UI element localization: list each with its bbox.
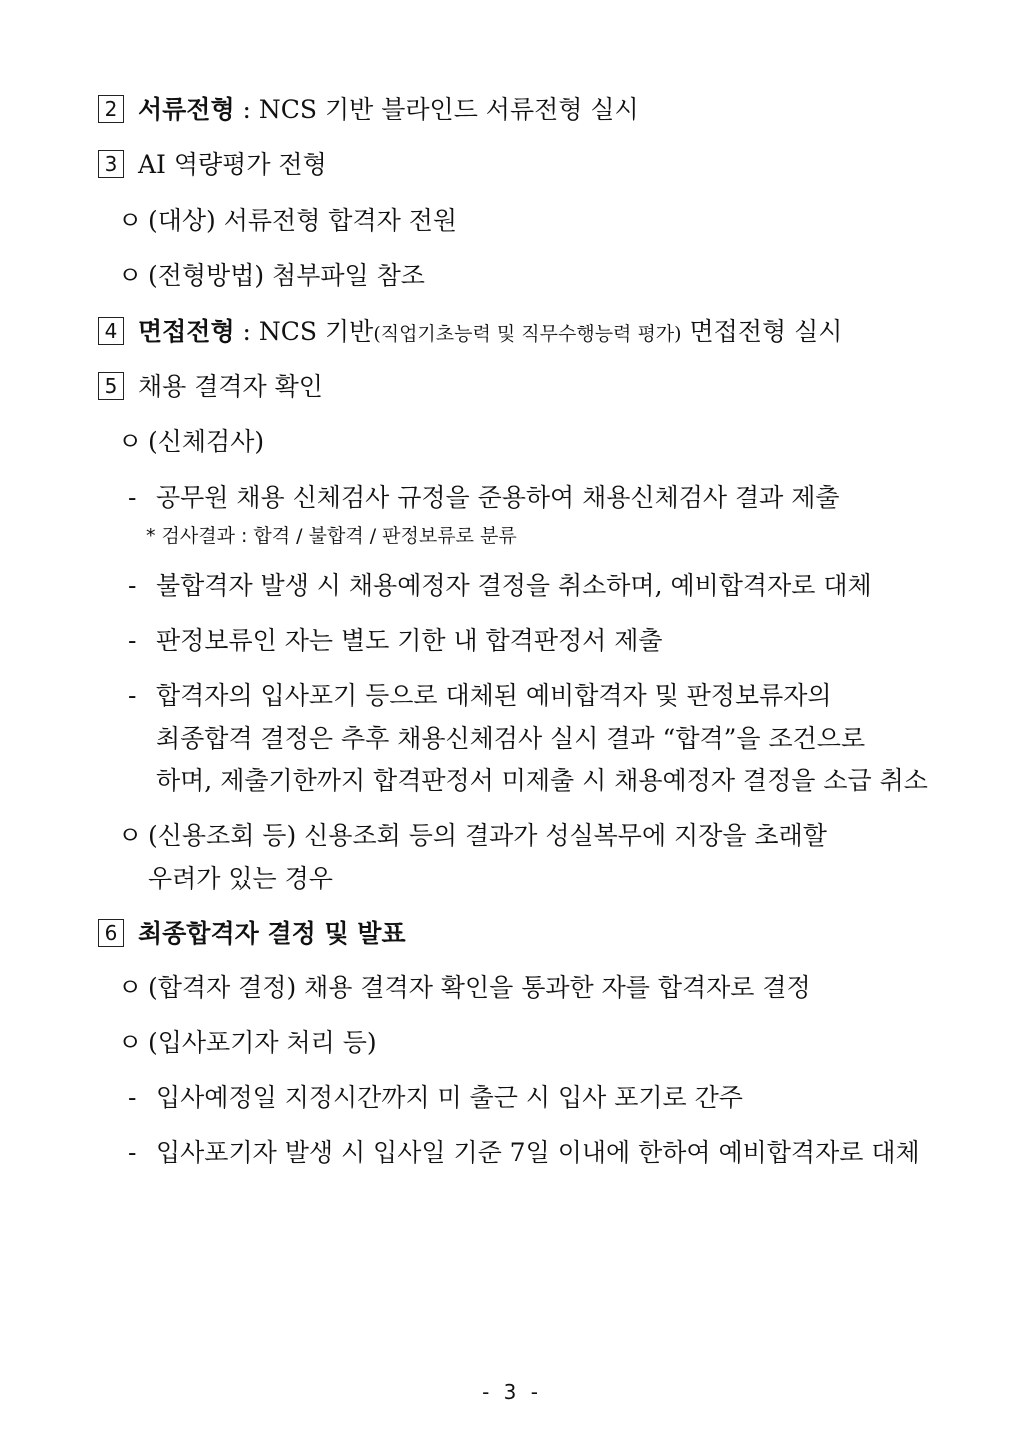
- bullet-marker: ㅇ: [118, 206, 143, 235]
- bullet-text-line: (신용조회 등) 신용조회 등의 결과가 성실복무에 지장을 초래할: [148, 821, 827, 850]
- dash-text: 입사예정일 지정시간까지 미 출근 시 입사 포기로 간주: [156, 1083, 743, 1112]
- bullet-item: [118, 970, 811, 1006]
- section-title: 서류전형: [138, 95, 235, 124]
- note-text: * 검사결과 : 합격 / 불합격 / 판정보류로 분류: [146, 525, 517, 547]
- bullet-marker: ㅇ: [118, 427, 143, 456]
- bullet-item: [118, 258, 425, 294]
- page-number: - 3 -: [482, 1380, 542, 1404]
- bullet-text-line: 우려가 있는 경우: [148, 864, 333, 893]
- dash-text: 입사포기자 발생 시 입사일 기준 7일 이내에 한하여 예비합격자로 대체: [156, 1138, 920, 1167]
- section-text-small: (직업기초능력 및 직무수행능력 평가): [373, 323, 682, 345]
- bullet-item: [118, 1025, 377, 1061]
- dash-marker: -: [128, 626, 137, 655]
- section-title: AI 역량평가 전형: [138, 150, 327, 179]
- bullet-marker: ㅇ: [118, 1028, 143, 1057]
- section-title: 최종합격자 결정 및 발표: [138, 919, 406, 948]
- section-title: 면접전형: [138, 317, 235, 346]
- dash-marker: -: [128, 681, 137, 710]
- dash-item: [128, 1135, 920, 1171]
- dash-marker: -: [128, 1083, 137, 1112]
- dash-text: 공무원 채용 신체검사 규정을 준용하여 채용신체검사 결과 제출: [156, 483, 840, 512]
- dash-text: 판정보류인 자는 별도 기한 내 합격판정서 제출: [156, 626, 663, 655]
- dash-marker: -: [128, 1138, 137, 1167]
- dash-item: [128, 678, 832, 714]
- section-2-heading: [98, 92, 639, 128]
- dash-item: [128, 480, 840, 516]
- section-number-box: 6: [98, 919, 124, 947]
- section-number-box: 2: [98, 95, 124, 123]
- dash-marker: -: [128, 483, 137, 512]
- bullet-item: [118, 818, 827, 854]
- section-title: 채용 결격자 확인: [138, 372, 323, 401]
- section-text: : NCS 기반 블라인드 서류전형 실시: [234, 95, 639, 124]
- bullet-text: (신체검사): [148, 427, 265, 456]
- dash-item: [128, 1080, 743, 1116]
- section-number-box: 5: [98, 372, 124, 400]
- bullet-marker: ㅇ: [118, 973, 143, 1002]
- bullet-item: [118, 203, 457, 239]
- dash-text: 불합격자 발생 시 채용예정자 결정을 취소하며, 예비합격자로 대체: [156, 571, 872, 600]
- section-number-box: 3: [98, 150, 124, 178]
- bullet-marker: ㅇ: [118, 261, 143, 290]
- section-6-heading: [98, 916, 406, 952]
- section-text: 면접전형 실시: [681, 317, 843, 346]
- bullet-marker: ㅇ: [118, 821, 143, 850]
- section-text: : NCS 기반: [234, 317, 374, 346]
- dash-text-line: 하며, 제출기한까지 합격판정서 미제출 시 채용예정자 결정을 소급 취소: [156, 766, 928, 795]
- dash-text-line: 합격자의 입사포기 등으로 대체된 예비합격자 및 판정보류자의: [156, 681, 832, 710]
- section-4-heading: [98, 314, 842, 352]
- section-5-heading: [98, 369, 323, 405]
- dash-item: [128, 623, 663, 659]
- bullet-text: (입사포기자 처리 등): [148, 1028, 377, 1057]
- dash-text-line: 최종합격 결정은 추후 채용신체검사 실시 결과 “합격”을 조건으로: [156, 724, 866, 753]
- bullet-text: (대상) 서류전형 합격자 전원: [148, 206, 457, 235]
- section-3-heading: [98, 147, 327, 183]
- bullet-text: (전형방법) 첨부파일 참조: [148, 261, 425, 290]
- dash-item: [128, 568, 872, 604]
- bullet-item: [118, 424, 264, 460]
- dash-marker: -: [128, 571, 137, 600]
- bullet-text: (합격자 결정) 채용 결격자 확인을 통과한 자를 합격자로 결정: [148, 973, 811, 1002]
- section-number-box: 4: [98, 317, 124, 345]
